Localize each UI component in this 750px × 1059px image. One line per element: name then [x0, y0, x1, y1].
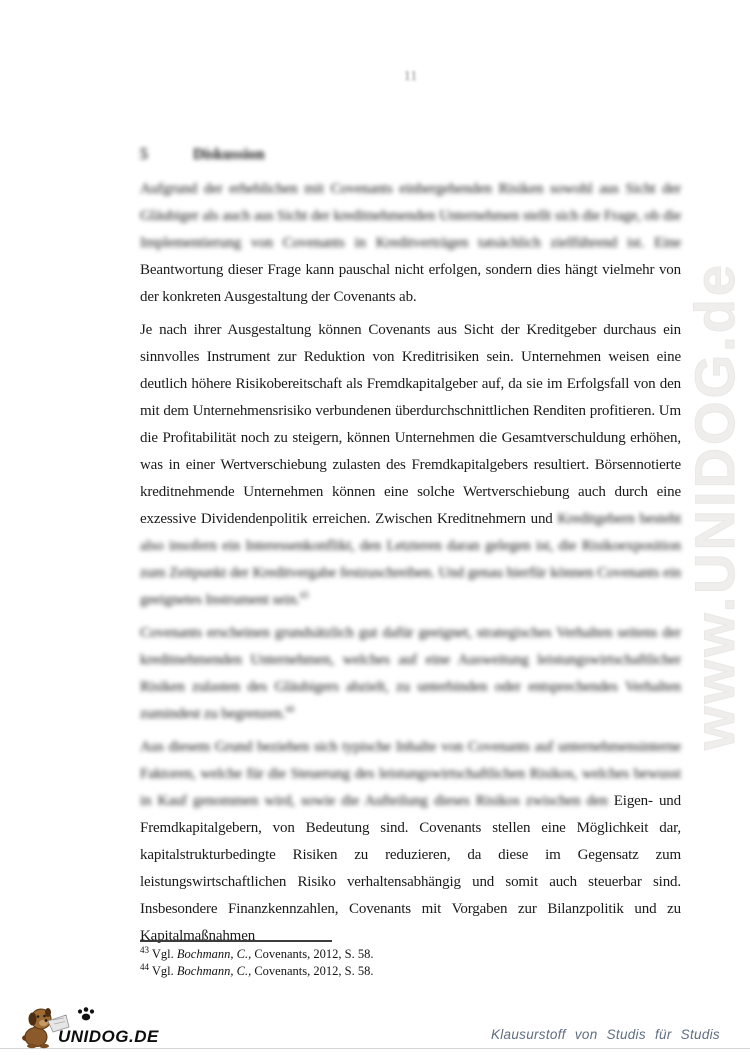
- blurred-text-run: Kreditgebern besteht also insofern ein Interessenkonflikt, den Letzteren daran gelegen ist, die Risikoexposition zum Zeitpunkt der Kreditvergabe festzuschreiben. Und genau hierfür können Covenants ein geeignetes Instrument sein.: [140, 511, 681, 608]
- page-number: 11: [403, 69, 418, 84]
- footnote-ref-44: 44: [285, 704, 294, 714]
- footnote-lead: Vgl.: [151, 947, 177, 961]
- page-content: [140, 146, 681, 956]
- footnote-ref-43: 43: [299, 590, 309, 600]
- blurred-text: Aus diesem Grund beziehen sich typische Inhalte von Covenants auf unternehmensinterne Faktoren, welche für die Steuerung des leistungswirtschaftlichen Risikos, welches bewusst in Kauf genommen wird, sowie die Aufteilung dieses Risikos zwischen den: [140, 739, 681, 809]
- section-title: Diskussion: [193, 146, 265, 163]
- unidog-watermark: www.UNIDOG.de: [683, 261, 746, 750]
- footnote-source: Covenants, 2012, S. 58.: [254, 964, 374, 978]
- paw-print-icon: [78, 1007, 94, 1020]
- footnote-number: 43: [140, 944, 149, 955]
- footnote-43: [140, 946, 681, 963]
- footnote-author: Bochmann, C.,: [176, 947, 255, 961]
- body-text: Beantwortung dieser Frage kann pauschal nicht erfolgen, sondern dies hängt vielmehr von der konkreten Ausgestaltung der Covenants ab.: [140, 262, 681, 305]
- section-heading: [140, 146, 681, 164]
- unidog-logo: [20, 1004, 260, 1050]
- blurred-text-run: Covenants erscheinen grundsätzlich gut dafür geeignet, strategisches Verhalten seitens der kreditnehmenden Unternehmen, welches auf eine Ausweitung leistungswirtschaftlicher Risiken zulasten des Gläubigers abzielt, zu unterbinden oder entsprechendes Verhalten zumindest zu begrenzen.: [140, 625, 681, 722]
- paragraph-4: [140, 734, 681, 950]
- footer-tagline: Klausurstoff von Studis für Studis: [490, 1027, 720, 1042]
- footnote-44: [140, 963, 681, 980]
- paragraph-2: [140, 317, 681, 614]
- paragraph-3: [140, 620, 681, 728]
- body-text: Eigen- und Fremdkapitalgebern, von Bedeutung sind. Covenants stellen eine Möglichkeit dar, kapitalstrukturbedingte Risiken zu reduzieren, da diese im Gegensatz zum leistungswirtschaftlichen Risiko verhaltensabhängig und somit auch steuerbar sind. Insbesondere Finanzkennzahlen, Covenants mit Vorgaben zur Bilanzpolitik und zu Kapitalmaßnahmen: [140, 793, 681, 944]
- body-text: Je nach ihrer Ausgestaltung können Covenants aus Sicht der Kreditgeber durchaus ein sinnvolles Instrument zur Reduktion von Kreditrisiken sein. Unternehmen weisen eine deutlich höhere Risikobereitschaft als Fremdkapitalgeber auf, da sie im Erfolgsfall von den mit dem Unternehmensrisiko verbundenen überdurchschnittlichen Renditen profitieren. Um die Profitabilität noch zu steigern, können Unternehmen die Gesamtverschuldung erhöhen, was in einer Wertverschiebung zulasten des Fremdkapitalgebers resultiert. Börsennotierte kreditnehmende Unternehmen können eine solche Wertverschiebung auch durch eine exzessive Dividendenpolitik erreichen. Zwischen Kreditnehmern und: [140, 322, 681, 527]
- footnote-number: 44: [140, 961, 149, 972]
- footnote-lead: Vgl.: [151, 964, 177, 978]
- blurred-text: [140, 625, 681, 722]
- footnote-separator: [140, 940, 332, 942]
- footnote-author: Bochmann, C.,: [176, 964, 255, 978]
- paragraph-1: [140, 176, 681, 311]
- logo-wordmark: UNIDOG.DE: [58, 1027, 159, 1046]
- footnotes-block: [140, 940, 681, 980]
- footnote-source: Covenants, 2012, S. 58.: [254, 947, 374, 961]
- section-number: 5: [140, 146, 148, 163]
- blurred-text: Aufgrund der erheblichen mit Covenants einhergehenden Risiken sowohl aus Sicht der Gläubiger als auch aus Sicht der kreditnehmenden Unternehmen stellt sich die Frage, ob die Implementierung von Covenants in Kreditverträgen tatsächlich zielführend ist. Eine: [140, 181, 681, 251]
